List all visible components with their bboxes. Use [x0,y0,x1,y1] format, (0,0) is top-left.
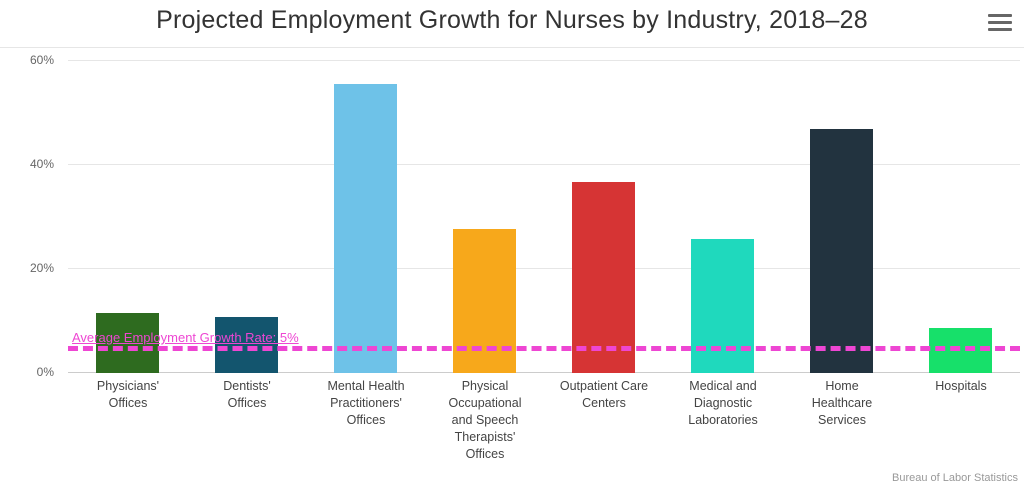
x-label-line: Occupational [448,396,522,410]
x-label-dentists-offices [187,378,307,412]
x-label-mental-health [306,378,426,429]
bar-medical-labs[interactable] [691,239,754,373]
x-label-line: Healthcare [811,396,873,410]
x-label-line: Therapists' [454,430,516,444]
bar-outpatient-care-centers[interactable] [572,182,635,373]
x-label-line: Dentists' [223,379,271,393]
x-label-line: Physical [461,379,509,393]
header-divider [0,47,1024,48]
x-label-hospitals [901,378,1021,395]
x-label-line: Practitioners' [330,396,402,410]
x-label-line: Offices [465,447,505,461]
y-tick-label-40: 40% [29,157,54,171]
x-label-outpatient-care-centers [544,378,664,412]
bar-mental-health[interactable] [334,84,397,373]
y-axis [0,53,60,379]
x-label-line: Home [825,379,859,393]
x-label-line: Diagnostic [693,396,753,410]
average-growth-rate-label: Average Employment Growth Rate: 5% [72,330,299,345]
menu-bar-1 [988,14,1012,17]
hamburger-menu-icon[interactable] [988,14,1012,34]
x-label-line: Offices [108,396,148,410]
x-label-line: Services [818,413,866,427]
chart-credit: Bureau of Labor Statistics [892,472,1018,484]
chart-title: Projected Employment Growth for Nurses by Industry, 2018–28 [156,6,868,34]
x-label-line: and Speech [451,413,519,427]
x-label-line: Mental Health [327,379,405,393]
x-label-line: Outpatient Care [559,379,649,393]
x-label-line: Centers [582,396,626,410]
average-growth-rate-line [68,346,1020,351]
x-label-home-healthcare [782,378,902,429]
x-label-line: Hospitals [935,379,987,393]
x-label-physicians-offices [68,378,188,412]
x-label-line: Offices [227,396,267,410]
bar-home-healthcare[interactable] [810,129,873,373]
bar-therapists-offices[interactable] [453,229,516,373]
bar-series [68,60,1020,373]
bar-dentists-offices[interactable] [215,317,278,373]
x-label-line: Laboratories [688,413,758,427]
y-tick-label-20: 20% [29,261,54,275]
y-tick-label-0: 0% [36,365,54,379]
y-tick-label-60: 60% [29,53,54,67]
x-label-medical-labs [663,378,783,429]
x-label-line: Physicians' [96,379,160,393]
x-label-line: Offices [346,413,386,427]
x-label-therapists-offices [425,378,545,463]
menu-bar-2 [988,21,1012,24]
x-axis-labels [68,378,1020,478]
x-label-line: Medical and [689,379,757,393]
menu-bar-3 [988,28,1012,31]
